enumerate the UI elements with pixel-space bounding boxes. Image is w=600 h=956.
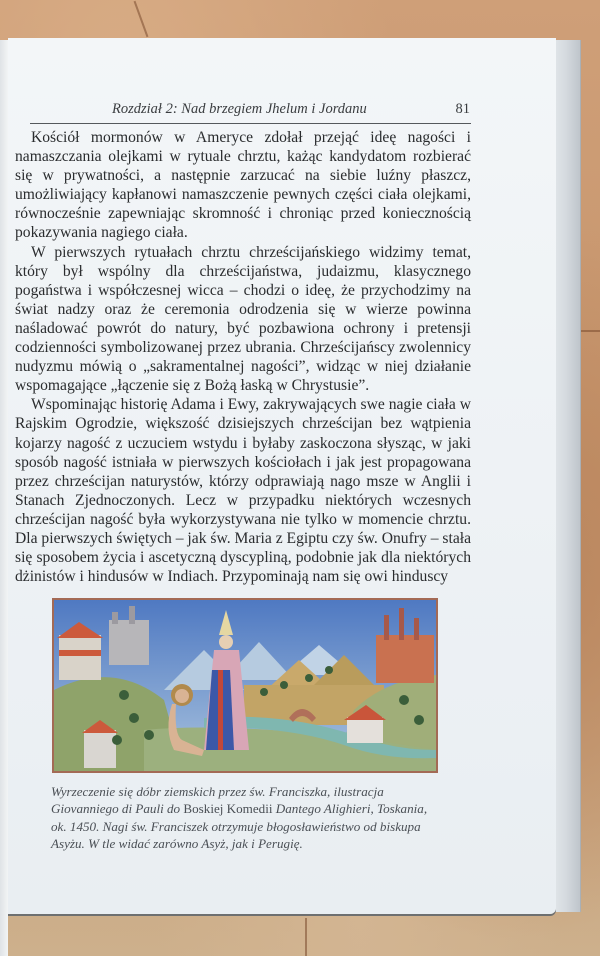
illustration-st-francis [52, 598, 438, 773]
header-rule [30, 123, 471, 124]
caption-part: Wyrzeczenie się dóbr ziemskich przez św. Franciszka, ilustracja Giovanniego di Pauli do [51, 784, 384, 817]
body-text [15, 128, 471, 586]
brick-crack [134, 1, 149, 37]
running-head [112, 101, 470, 119]
paragraph: W pierwszych rytuałach chrztu chrześcijańskiego widzimy temat, który był wspólny dla chrześcijaństwa, judaizmu, klasycznego pogaństwa i współczesnej wicca – chodzi o ideę, że przychodzimy na świat nadzy oraz że ceremonia odrodzenia się w wierze powinna naśladować powrót do natury, być pozbawiona ochrony i pretensji codzienności symbolizowanej przez ubrania. Chrześcijańscy zwolennicy nudyzmu mówią o „sakramentalnej nagości”, widząc w niej działanie wspomagające „łączenie się z Bożą łaską w Chrystusie”. [15, 243, 471, 395]
brick-mortar-line [578, 330, 600, 332]
page-number: 81 [455, 101, 470, 117]
caption-part-book-title: Boskiej Komedii [183, 801, 273, 817]
figure-caption [51, 783, 443, 853]
manuscript-miniature-image [54, 600, 436, 771]
caption-part: Dantego Alighieri, Toskania, ok. 1450. Nagi św. Franciszek otrzymuje błogosławieństwo od biskupa Asyżu. W tle widać zarówno Asyż, jak i Perugię. [51, 801, 428, 852]
paragraph: Kościół mormonów w Ameryce zdołał przejąć ideę nagości i namaszczania olejkami w rytuale chrztu, każąc kandydatom rozbierać się w prywatności, a następnie zarzucać na siebie luźny płaszcz, umożliwiający kapłanowi namaszczenie pewnych części ciała olejkami, równocześnie zapewniając skromność i chroniąc przed koniecznością pokazywania nagiego ciała. [15, 129, 471, 242]
facing-page-edge [0, 40, 8, 956]
paragraph: Wspominając historię Adama i Ewy, zakrywających swe nagie ciała w Rajskim Ogrodzie, większość dzisiejszych chrześcijan bez wątpienia kojarzy nagość z uczuciem wstydu i byłaby zaskoczona słysząc, w jaki sposób nagość istniała w pierwszych kościołach i jak jest propagowana przez chrześcijan naturystów, którzy odprawiają nago msze w Anglii i Stanach Zjednoczonych. Lecz w przypadku niektórych wczesnych chrześcijan nagość była wykorzystywana nie tylko w momencie chrztu. Dla pierwszych świętych – jak św. Maria z Egiptu czy św. Onufry – stała się sposobem życia i ascetyczną dyscypliną, podobnie jak dla niektórych dżinistów i hindusów w Indiach. Przypominają nam się owi hinduscy [15, 396, 471, 586]
brick-mortar-line [305, 918, 307, 956]
chapter-title: Rozdział 2: Nad brzegiem Jhelum i Jordanu [112, 101, 367, 117]
